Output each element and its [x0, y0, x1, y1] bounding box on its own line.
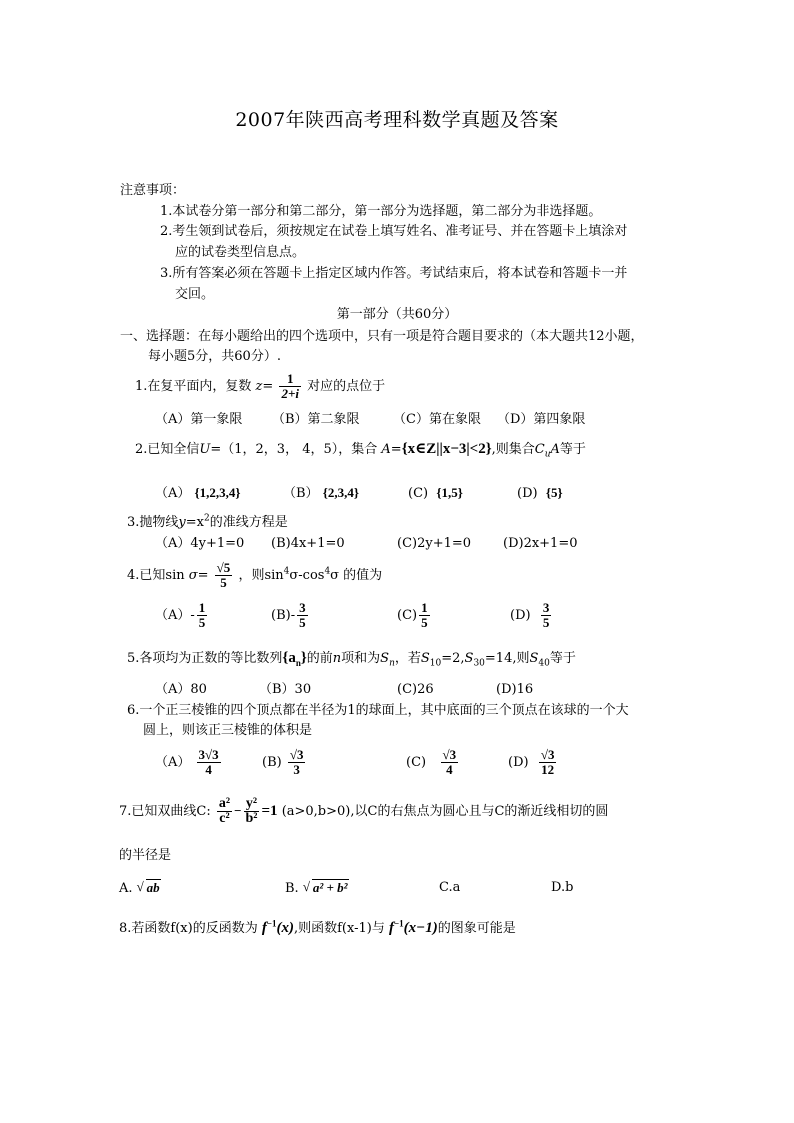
q8-f1: f: [261, 920, 267, 936]
q4-post: σ 的值为: [330, 568, 383, 583]
q2-opt-d-value: {5}: [545, 485, 563, 500]
q6-opt-a-label: （A）: [155, 755, 191, 770]
q3-y: y: [178, 515, 186, 530]
q1-frac-den: 2+i: [281, 386, 299, 401]
q2-var-u: U: [199, 442, 211, 457]
notes-heading: 注意事项：: [120, 183, 186, 198]
q5-option-a: （A）80: [155, 682, 207, 697]
q6-opt-d-frac: [539, 748, 557, 777]
question-4: [127, 561, 382, 590]
q4-opt-a-den: 5: [198, 615, 206, 630]
q6-opt-c-num: √3: [442, 747, 457, 762]
q3-pre: 3.抛物线: [127, 515, 179, 530]
q4-eq: =: [197, 568, 209, 583]
q3-option-a: （A）4y+1=0: [155, 536, 245, 551]
q8-f2: f: [388, 920, 394, 936]
q2-opt-b-value: {2,3,4}: [322, 485, 359, 500]
q6-option-a: [155, 748, 223, 777]
q4-pre: 4.已知sin: [127, 568, 185, 583]
q4-sigma: σ: [188, 568, 198, 583]
q5-seq-sub: n: [295, 658, 301, 668]
q4-opt-d-frac: [541, 601, 552, 630]
q2-option-d: [517, 485, 563, 502]
section-instructions-line2: 每小题5分，共60分）.: [148, 349, 281, 364]
q8-sup1: −1: [266, 918, 277, 929]
question-8: [119, 920, 516, 937]
q8-arg2: (x−1): [403, 920, 438, 936]
q2-opt-c-value: {1,5}: [436, 485, 463, 500]
q5-S40-sub: 40: [538, 658, 550, 669]
q4-opt-c-num: 1: [421, 600, 428, 615]
q4-fraction: [215, 561, 233, 590]
question-3: [127, 515, 288, 531]
q4-opt-a-label: （A）-: [155, 608, 195, 623]
q6-opt-d-label: (D): [508, 755, 529, 770]
q4-opt-b-num: 3: [299, 600, 306, 615]
q7-line2: 的半径是: [119, 848, 172, 863]
q3-option-d: (D)2x+1=0: [503, 536, 578, 551]
q5-S: S: [380, 651, 390, 666]
q3-eq: =x: [185, 515, 204, 530]
q6-opt-b-frac: [288, 748, 306, 777]
q6-opt-b-num: √3: [289, 747, 304, 762]
q7-option-c: C.a: [439, 880, 461, 895]
q4-opt-d-label: (D): [510, 608, 531, 623]
q4-option-a: [155, 601, 209, 630]
q5-mid: 的前: [306, 651, 333, 666]
q5-n: n: [332, 651, 342, 666]
q4-opt-c-label: (C): [397, 608, 418, 623]
question-5: [127, 650, 576, 667]
q1-var: z=: [255, 379, 274, 394]
q6-opt-c-label: (C): [406, 755, 427, 770]
q1-frac-num: 1: [286, 371, 294, 386]
q8-pre: 8.若函数f(x)的反函数为: [119, 921, 258, 936]
q6-opt-a-num: 3√3: [198, 747, 219, 762]
q2-set: =（1，2，3， 4，5），集合: [210, 442, 378, 457]
q6-option-d: [508, 748, 558, 777]
q2-option-b: [283, 485, 359, 502]
note-2-line1: 2.考生领到试卷后，须按规定在试卷上填写姓名、准考证号、并在答题卡上填涂对: [160, 224, 628, 239]
q1-option-c: （C）第在象限: [393, 412, 481, 427]
note-3-line1: 3.所有答案必须在答题卡上指定区域内作答。考试结束后，将本试卷和答题卡一并: [160, 266, 628, 281]
q2-cu: C: [534, 442, 545, 457]
sqrt-icon: √: [136, 879, 144, 894]
q7-opt-a-sqrt: [137, 880, 161, 896]
q7-opt-b-sqrt: [303, 880, 349, 896]
question-2: [135, 441, 586, 458]
q3-sup: 2: [204, 513, 210, 524]
q5-option-d: (D)16: [496, 682, 534, 697]
q4-opt-b-label: (B)-: [271, 608, 296, 623]
q5-post: 等于: [549, 651, 576, 666]
q4-frac-den: 5: [215, 575, 233, 590]
q2-pre: 2.已知全信: [135, 442, 200, 457]
q6-opt-a-frac: [197, 748, 221, 777]
q1-fraction: [279, 372, 301, 401]
q6-opt-c-frac: [441, 748, 459, 777]
q1-option-d: （D）第四象限: [497, 412, 586, 427]
q2-opt-c-label: (C): [408, 486, 429, 501]
q3-option-c: (C)2y+1=0: [397, 536, 472, 551]
q5-option-b: （B）30: [259, 682, 312, 697]
q2-opt-a-label: （A）: [155, 486, 191, 501]
q5-S40: S: [529, 651, 539, 666]
q7-frac2-den: b²: [245, 811, 258, 826]
q2-option-c: [408, 485, 463, 502]
note-3-line2: 交回。: [175, 287, 215, 302]
q6-opt-d-den: 12: [539, 762, 557, 777]
q7-option-d: D.b: [551, 880, 574, 895]
q2-opt-d-label: (D): [517, 486, 538, 501]
q7-minus: −: [234, 803, 242, 818]
q4-opt-d-num: 3: [542, 600, 550, 615]
q5-mid3: ，若: [394, 651, 421, 666]
question-1: [135, 372, 385, 401]
q7-opt-b-label: B.: [285, 881, 299, 896]
q6-opt-b-label: (B): [262, 755, 282, 770]
q6-opt-c-den: 4: [441, 762, 459, 777]
q2-cu-sub: u: [544, 449, 551, 460]
q7-frac1-num: a²: [218, 796, 231, 811]
q2-A: A=: [381, 442, 402, 457]
q2-opt-a-value: {1,2,3,4}: [194, 485, 241, 500]
q4-option-c: [397, 601, 432, 630]
q7-opt-a-label: A.: [119, 881, 133, 896]
q7-pre: 7.已知双曲线C:: [119, 804, 211, 819]
q5-S30-sub: 30: [473, 658, 485, 669]
q8-mid: ,则函数f(x-1)与: [293, 921, 385, 936]
q4-opt-b-frac: [297, 601, 308, 630]
q6-opt-b-den: 3: [288, 762, 306, 777]
q2-option-a: [155, 485, 241, 502]
q2-post2: 等于: [559, 442, 586, 457]
q6-opt-a-den: 4: [197, 762, 221, 777]
q5-S10: S: [420, 651, 430, 666]
q5-mid2: 项和为: [341, 651, 381, 666]
q5-val1: =2,: [441, 651, 465, 666]
q4-opt-b-den: 5: [299, 615, 306, 630]
q7-option-b: [285, 880, 349, 897]
q1-post: 对应的点位于: [307, 379, 386, 394]
q7-eq1: =1: [261, 803, 278, 819]
q4-mid: ，则sin: [238, 568, 284, 583]
q5-val2: =14,则: [484, 651, 530, 666]
q7-frac2-num: y²: [245, 796, 258, 811]
q5-option-c: (C)26: [397, 682, 434, 697]
q4-frac-num: √5: [216, 560, 231, 575]
q7-opt-b-value: a² + b²: [312, 880, 348, 895]
q4-opt-a-num: 1: [198, 600, 206, 615]
q5-seq-close: }: [300, 650, 307, 666]
q5-pre: 5.各项均为正数的等比数列: [127, 651, 283, 666]
part1-heading: 第一部分（共60分）: [336, 307, 458, 322]
q4-option-b: [271, 601, 310, 630]
q7-frac1-den: c²: [217, 811, 232, 826]
q4-opt-c-den: 5: [421, 615, 428, 630]
q7-option-a: [119, 880, 161, 897]
q7-opt-a-value: ab: [146, 880, 160, 895]
q6-option-c: [406, 748, 460, 777]
q1-option-a: （A）第一象限: [155, 412, 243, 427]
section-instructions-line1: 一、选择题：在每小题给出的四个选项中，只有一项是符合题目要求的（本大题共12小题，: [120, 329, 644, 344]
q4-opt-d-den: 5: [542, 615, 550, 630]
q2-opt-b-label: （B）: [283, 486, 319, 501]
q4-sup4: 4: [283, 566, 290, 577]
q2-setA: {x∈Z||x−3|<2}: [401, 441, 492, 457]
q1-text: 1.在复平面内，复数: [135, 379, 252, 394]
q3-option-b: (B)4x+1=0: [271, 536, 345, 551]
q7-post: (a>0,b>0),以C的右焦点为圆心且与C的渐近线相切的圆: [281, 804, 609, 819]
q2-A2: A: [550, 442, 560, 457]
q4-mid2: σ-cos: [289, 568, 325, 583]
q8-arg1: (x): [276, 920, 294, 936]
q7-frac1: [217, 797, 232, 826]
q3-post: 的准线方程是: [209, 515, 288, 530]
q2-post: ,则集合: [491, 442, 535, 457]
q8-sup2: −1: [393, 918, 404, 929]
q5-S30: S: [464, 651, 474, 666]
q4-opt-c-frac: [419, 601, 430, 630]
note-1: 1.本试卷分第一部分和第二部分，第一部分为选择题，第二部分为非选择题。: [160, 204, 602, 219]
q6-line2: 圆上，则该正三棱锥的体积是: [143, 723, 313, 738]
sqrt-icon: √: [302, 879, 310, 894]
q5-S-sub: n: [389, 658, 395, 669]
q4-sup4b: 4: [324, 566, 331, 577]
q8-post: 的图象可能是: [437, 921, 516, 936]
q5-S10-sub: 10: [429, 658, 442, 669]
q5-seq-open: {a: [282, 650, 296, 666]
q6-line1: 6.一个正三棱锥的四个顶点都在半径为1的球面上，其中底面的三个顶点在该球的一个大: [127, 703, 629, 718]
q1-option-b: （B）第二象限: [272, 412, 360, 427]
q7-frac2: [244, 797, 260, 826]
question-7: [119, 797, 608, 826]
q4-option-d: [510, 601, 553, 630]
q6-option-b: [262, 748, 307, 777]
q5-seq: [282, 650, 306, 666]
page-title: 2007年陕西高考理科数学真题及答案: [235, 109, 559, 131]
note-2-line2: 应的试卷类型信息点。: [175, 245, 306, 260]
q6-opt-d-num: √3: [540, 747, 555, 762]
q4-opt-a-frac: [197, 601, 208, 630]
